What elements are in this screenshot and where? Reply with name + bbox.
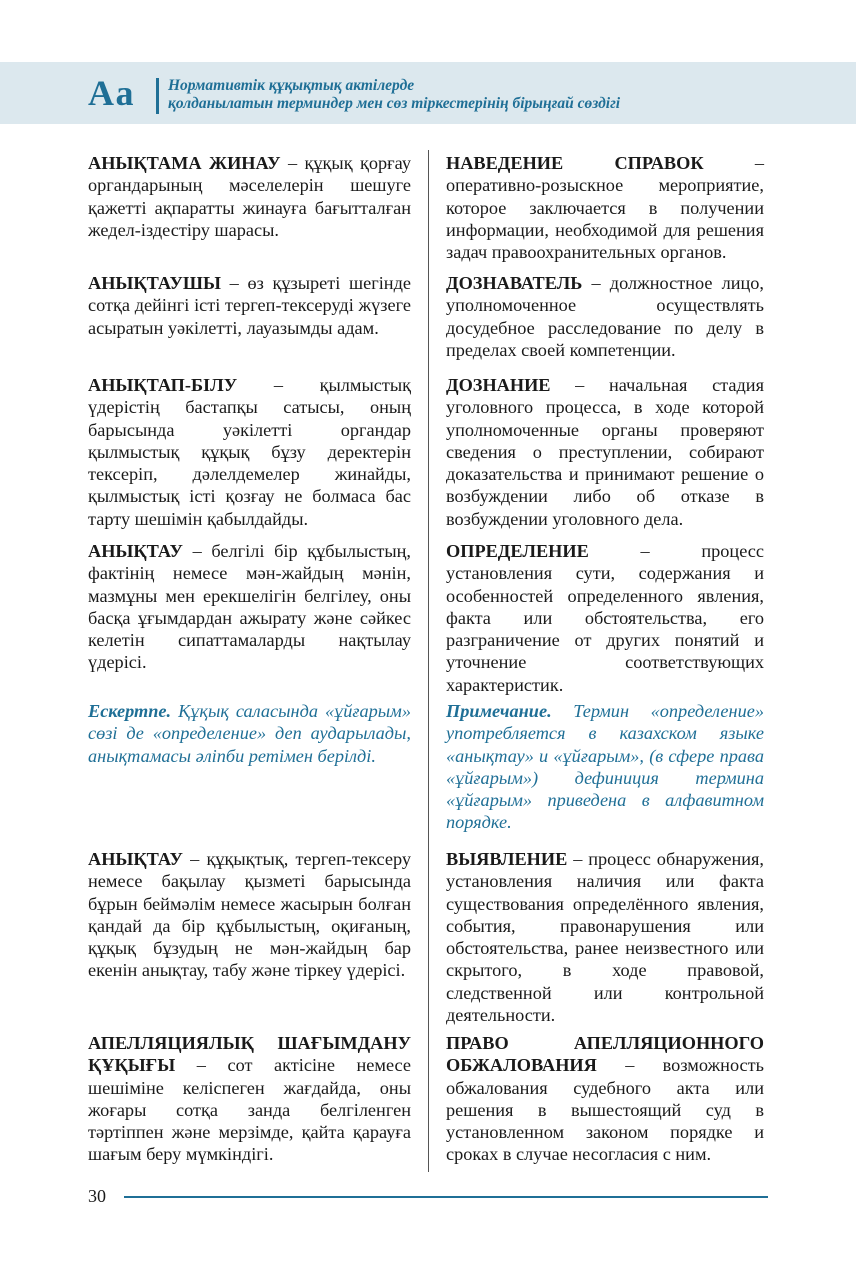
entry-ru-4	[446, 540, 764, 696]
entry-term: АНЫҚТАП-БІЛУ	[88, 375, 238, 395]
entry-ru-2	[446, 272, 764, 361]
entry-kk-2	[88, 272, 411, 339]
entry-term: АНЫҚТАУ	[88, 541, 183, 561]
entry-definition: – сот актісіне немесе шешіміне келіспеген жағдайда, оны жоғары сотқа занда белгіленген тәртіппен және мерзімде, қайта қарауға шағым беру мүмкіндігі.	[88, 1055, 411, 1165]
entry-definition: – өз құзыреті шегінде сотқа дейінгі істі тергеп-тексеруді жүзеге асыратын уәкілетті, лауазымды адам.	[88, 273, 411, 338]
entry-term: ВЫЯВЛЕНИЕ	[446, 849, 568, 869]
entry-definition: – қылмыстық үдерістің бастапқы сатысы, оның барысында уәкілетті органдар қылмыстық құқық бұзу деректерін тексеріп, дәлелдемелер жинайды, қылмыстық істі қозғау не болмаса бас тарту шешімін қабылдайды.	[88, 375, 411, 529]
entry-kk-5	[88, 848, 411, 982]
entry-kk-3	[88, 374, 411, 530]
entry-definition: – должностное лицо, уполномоченное осуществлять досудебное расследование по делу в пределах своей компетенции.	[446, 273, 764, 360]
entry-term: АНЫҚТАУ	[88, 849, 183, 869]
header-divider	[156, 78, 159, 114]
entry-term: ПРАВО АПЕЛЛЯЦИОННОГО ОБЖАЛОВАНИЯ	[446, 1033, 764, 1076]
note-kk	[88, 700, 411, 767]
entry-definition: – құқықтық, тергеп-тексеру немесе бақылау қызметі барысында бұрын беймәлім немесе жасырын болған қандай да бір құбылыстың, оқиғаның, құқық бұзудың не мән-жайдың бар екенін анықтау, табу және тіркеу үдерісі.	[88, 849, 411, 981]
entry-term: НАВЕДЕНИЕ СПРАВОК	[446, 153, 704, 173]
note-text: Құқық саласында «ұйғарым» сөзі де «определение» деп аударылады, анықтамасы әліпби ретімен берілді.	[88, 701, 411, 766]
entry-definition: – процесс обнаружения, установления наличия или факта существования определённого явления, события, правонарушения или обстоятельства, ранее неизвестного или скрытого, в ходе правовой, следственной или контрольной деятельности.	[446, 849, 764, 1026]
header-title	[168, 77, 620, 113]
section-letters: Аа	[88, 73, 136, 113]
entry-ru-1	[446, 152, 764, 263]
entry-definition: – құқық қорғау органдарының мәселелерін шешуге қажетті ақпаратты жинауға бағытталған жедел-іздестіру шарасы.	[88, 153, 411, 240]
header-title-line2: қолданылатын терминдер мен сөз тіркестерінің бірыңғай сөздігі	[168, 95, 621, 112]
entry-kk-4	[88, 540, 411, 674]
entry-definition: – процесс установления сути, содержания и особенностей определенного явления, факта или обстоятельства, его разграничение от других понятий и уточнение соответствующих характеристик.	[446, 541, 764, 695]
entry-term: АПЕЛЛЯЦИЯЛЫҚ ШАҒЫМДАНУ ҚҰҚЫҒЫ	[88, 1033, 411, 1076]
entry-ru-5	[446, 848, 764, 1026]
entry-term: ДОЗНАНИЕ	[446, 375, 551, 395]
entry-kk-1	[88, 152, 411, 241]
entry-definition: – белгілі бір құбылыстың, фактінің немесе мән-жайдың мәнін, мазмұны мен ерекшелігін белгілеу, оны басқа ұғымдардан ажырату және сәйкес келетін сипаттамаларды нақтылау үдерісі.	[88, 541, 411, 673]
entry-definition: – возможность обжалования судебного акта или решения в вышестоящий суд в установленном законом порядке и сроках в случае несогласия с ним.	[446, 1055, 764, 1165]
header-title-line1: Нормативтік құқықтық актілерде	[168, 77, 415, 94]
column-divider	[428, 150, 429, 1172]
note-label: Примечание.	[446, 701, 552, 721]
entry-term: АНЫҚТАМА ЖИНАУ	[88, 153, 281, 173]
footer-rule	[124, 1196, 768, 1198]
page-number: 30	[88, 1186, 106, 1206]
entry-term: ДОЗНАВАТЕЛЬ	[446, 273, 583, 293]
entry-definition: – оперативно-розыскное мероприятие, которое заключается в получении информации, необходимой для решения задач правоохранительных органов.	[446, 153, 764, 263]
entry-term: АНЫҚТАУШЫ	[88, 273, 221, 293]
entry-term: ОПРЕДЕЛЕНИЕ	[446, 541, 589, 561]
note-ru	[446, 700, 764, 834]
entry-ru-6	[446, 1032, 764, 1166]
entry-kk-6	[88, 1032, 411, 1166]
entry-definition: – начальная стадия уголовного процесса, в ходе которой уполномоченные органы проверяют сведения о преступлении, собирают доказательства и принимают решение о возбуждении либо об отказе в возбуждении уголовного дела.	[446, 375, 764, 529]
note-text: Термин «определение» употребляется в казахском языке «анықтау» и «ұйғарым», (в сфере права «ұйғарым») дефиниция термина «ұйғарым» приведена в алфавитном порядке.	[446, 701, 764, 833]
note-label: Ескертпе.	[88, 701, 172, 721]
entry-ru-3	[446, 374, 764, 530]
